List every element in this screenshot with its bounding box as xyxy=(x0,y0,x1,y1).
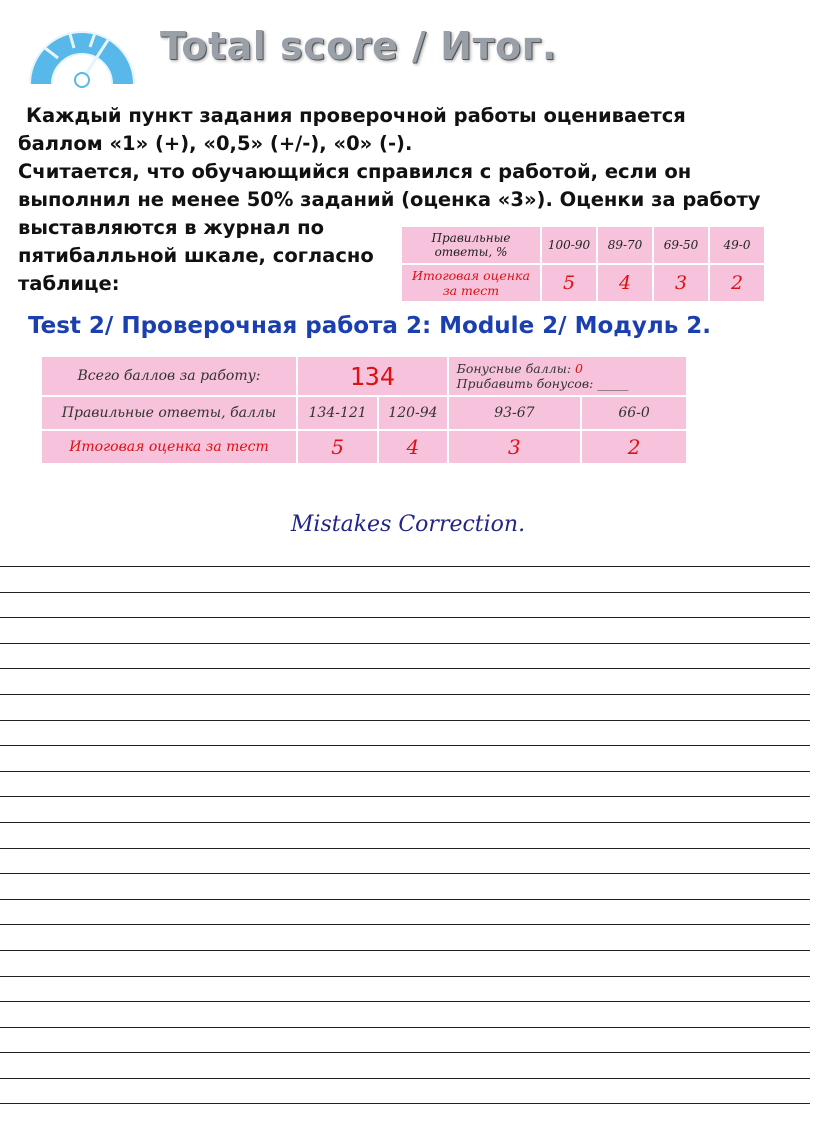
bonus-label: Бонусные баллы: xyxy=(456,361,572,376)
total-value: 134 xyxy=(298,357,447,395)
writing-lines xyxy=(0,566,810,1129)
writing-line xyxy=(0,720,810,746)
writing-line xyxy=(0,745,810,771)
bonus-value: 0 xyxy=(575,361,583,376)
percent-label: Правильные ответы, % xyxy=(402,227,540,263)
grade-value: 4 xyxy=(379,431,446,463)
intro-line: выполнил не менее 50% заданий (оценка «3»). Оценки за работу xyxy=(18,188,761,211)
grade-value: 5 xyxy=(298,431,377,463)
percent-range: 69-50 xyxy=(654,227,708,263)
test-score-table xyxy=(40,355,688,465)
intro-line: баллом «1» (+), «0,5» (+/-), «0» (-). xyxy=(18,132,413,155)
writing-line xyxy=(0,1078,810,1104)
intro-line: Считается, что обучающийся справился с работой, если он xyxy=(18,160,692,183)
writing-line xyxy=(0,566,810,592)
table-row xyxy=(42,431,686,463)
grade-value: 4 xyxy=(598,265,652,301)
writing-line xyxy=(0,592,810,618)
grade-label: Итоговая оценка за тест xyxy=(402,265,540,301)
gauge-icon xyxy=(22,14,142,88)
table-row xyxy=(42,397,686,429)
score-range: 93-67 xyxy=(449,397,580,429)
percent-range: 49-0 xyxy=(710,227,764,263)
score-range: 134-121 xyxy=(298,397,377,429)
table-row xyxy=(42,357,686,395)
writing-line xyxy=(0,771,810,797)
add-bonus-label: Прибавить бонусов: _____ xyxy=(456,376,629,391)
writing-line xyxy=(0,848,810,874)
writing-line xyxy=(0,694,810,720)
grade-value: 3 xyxy=(654,265,708,301)
table-row xyxy=(402,265,764,301)
grade-percent-table xyxy=(400,225,766,303)
writing-line xyxy=(0,796,810,822)
writing-line xyxy=(0,976,810,1002)
writing-line xyxy=(0,617,810,643)
total-label: Всего баллов за работу: xyxy=(42,357,296,395)
intro-line: выставляются в журнал по пятибалльной шкале, согласно таблице: xyxy=(18,216,374,295)
writing-line xyxy=(0,1001,810,1027)
writing-line xyxy=(0,899,810,925)
writing-line xyxy=(0,1052,810,1078)
score-range: 66-0 xyxy=(582,397,686,429)
grade-value: 2 xyxy=(582,431,686,463)
intro-line: Каждый пункт задания проверочной работы оценивается xyxy=(26,104,686,127)
writing-line xyxy=(0,1027,810,1053)
grade-value: 3 xyxy=(449,431,580,463)
score-range: 120-94 xyxy=(379,397,446,429)
writing-line xyxy=(0,822,810,848)
table-row xyxy=(402,227,764,263)
grade-value: 5 xyxy=(542,265,596,301)
percent-range: 100-90 xyxy=(542,227,596,263)
test-title: Test 2/ Проверочная работа 2: Module 2/ Модуль 2. xyxy=(28,313,711,339)
percent-range: 89-70 xyxy=(598,227,652,263)
bonus-cell xyxy=(449,357,686,395)
writing-line xyxy=(0,950,810,976)
page-title: Total score / Итог. xyxy=(160,24,557,68)
grade-label: Итоговая оценка за тест xyxy=(42,431,296,463)
score-label: Правильные ответы, баллы xyxy=(42,397,296,429)
writing-line xyxy=(0,1103,810,1129)
writing-line xyxy=(0,873,810,899)
writing-line xyxy=(0,668,810,694)
grade-value: 2 xyxy=(710,265,764,301)
writing-line xyxy=(0,924,810,950)
mistakes-title: Mistakes Correction. xyxy=(290,512,526,537)
writing-line xyxy=(0,643,810,669)
